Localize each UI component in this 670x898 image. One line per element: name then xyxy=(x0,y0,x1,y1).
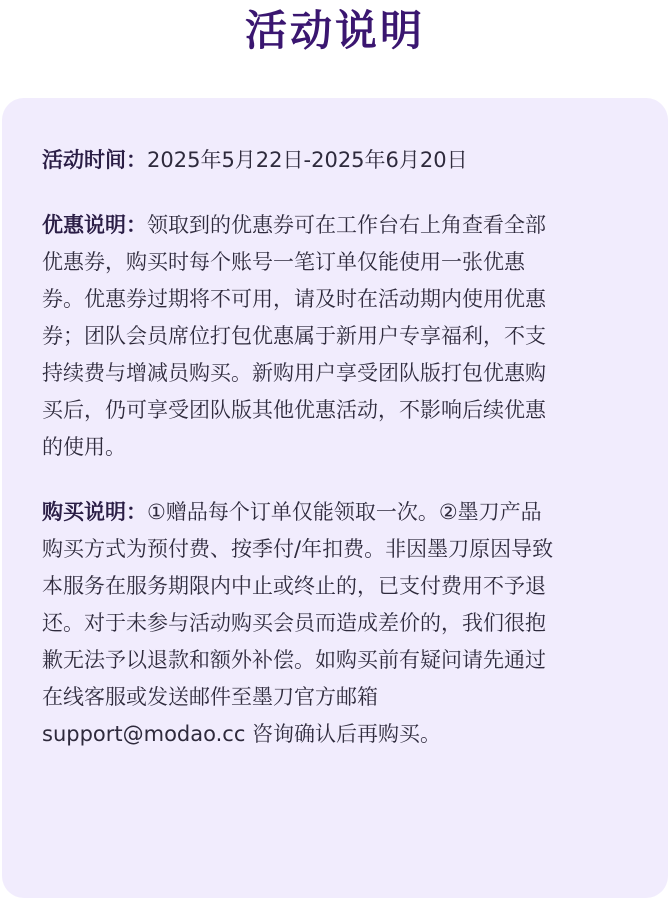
purchase-text-line: 歉无法予以退款和额外补偿。如购买前有疑问请先通过 xyxy=(42,648,546,672)
purchase-text-line: 在线客服或发送邮件至墨刀官方邮箱 xyxy=(42,685,378,709)
purchase-section xyxy=(42,494,628,753)
activity-time-value: 2025年5月22日-2025年6月20日 xyxy=(147,148,468,172)
purchase-label: 购买说明： xyxy=(42,500,147,524)
activity-time-label: 活动时间： xyxy=(42,148,147,172)
purchase-text-line: 购买方式为预付费、按季付/年扣费。非因墨刀原因导致 xyxy=(42,537,554,561)
activity-time-paragraph xyxy=(42,142,628,179)
discount-label: 优惠说明： xyxy=(42,213,147,237)
discount-text-line: 券；团队会员席位打包优惠属于新用户专享福利，不支 xyxy=(42,324,546,348)
discount-paragraph xyxy=(42,207,628,466)
discount-text-line: 领取到的优惠券可在工作台右上角查看全部 xyxy=(147,213,546,237)
activity-description-card xyxy=(2,98,668,898)
activity-time-section xyxy=(42,142,628,179)
purchase-text-line: ①赠品每个订单仅能领取一次。②墨刀产品 xyxy=(147,500,542,524)
discount-text-line: 券。优惠券过期将不可用，请及时在活动期内使用优惠 xyxy=(42,287,546,311)
discount-text-line: 的使用。 xyxy=(42,435,126,459)
discount-text-line: 买后，仍可享受团队版其他优惠活动，不影响后续优惠 xyxy=(42,398,546,422)
purchase-text-line: support@modao.cc 咨询确认后再购买。 xyxy=(42,722,442,746)
discount-section xyxy=(42,207,628,466)
page-title: 活动说明 xyxy=(244,6,425,55)
discount-text-line: 优惠券，购买时每个账号一笔订单仅能使用一张优惠 xyxy=(42,250,525,274)
purchase-text-line: 本服务在服务期限内中止或终止的，已支付费用不予退 xyxy=(42,574,546,598)
purchase-text-line: 还。对于未参与活动购买会员而造成差价的，我们很抱 xyxy=(42,611,546,635)
purchase-paragraph xyxy=(42,494,628,753)
discount-text-line: 持续费与增减员购买。新购用户享受团队版打包优惠购 xyxy=(42,361,546,385)
